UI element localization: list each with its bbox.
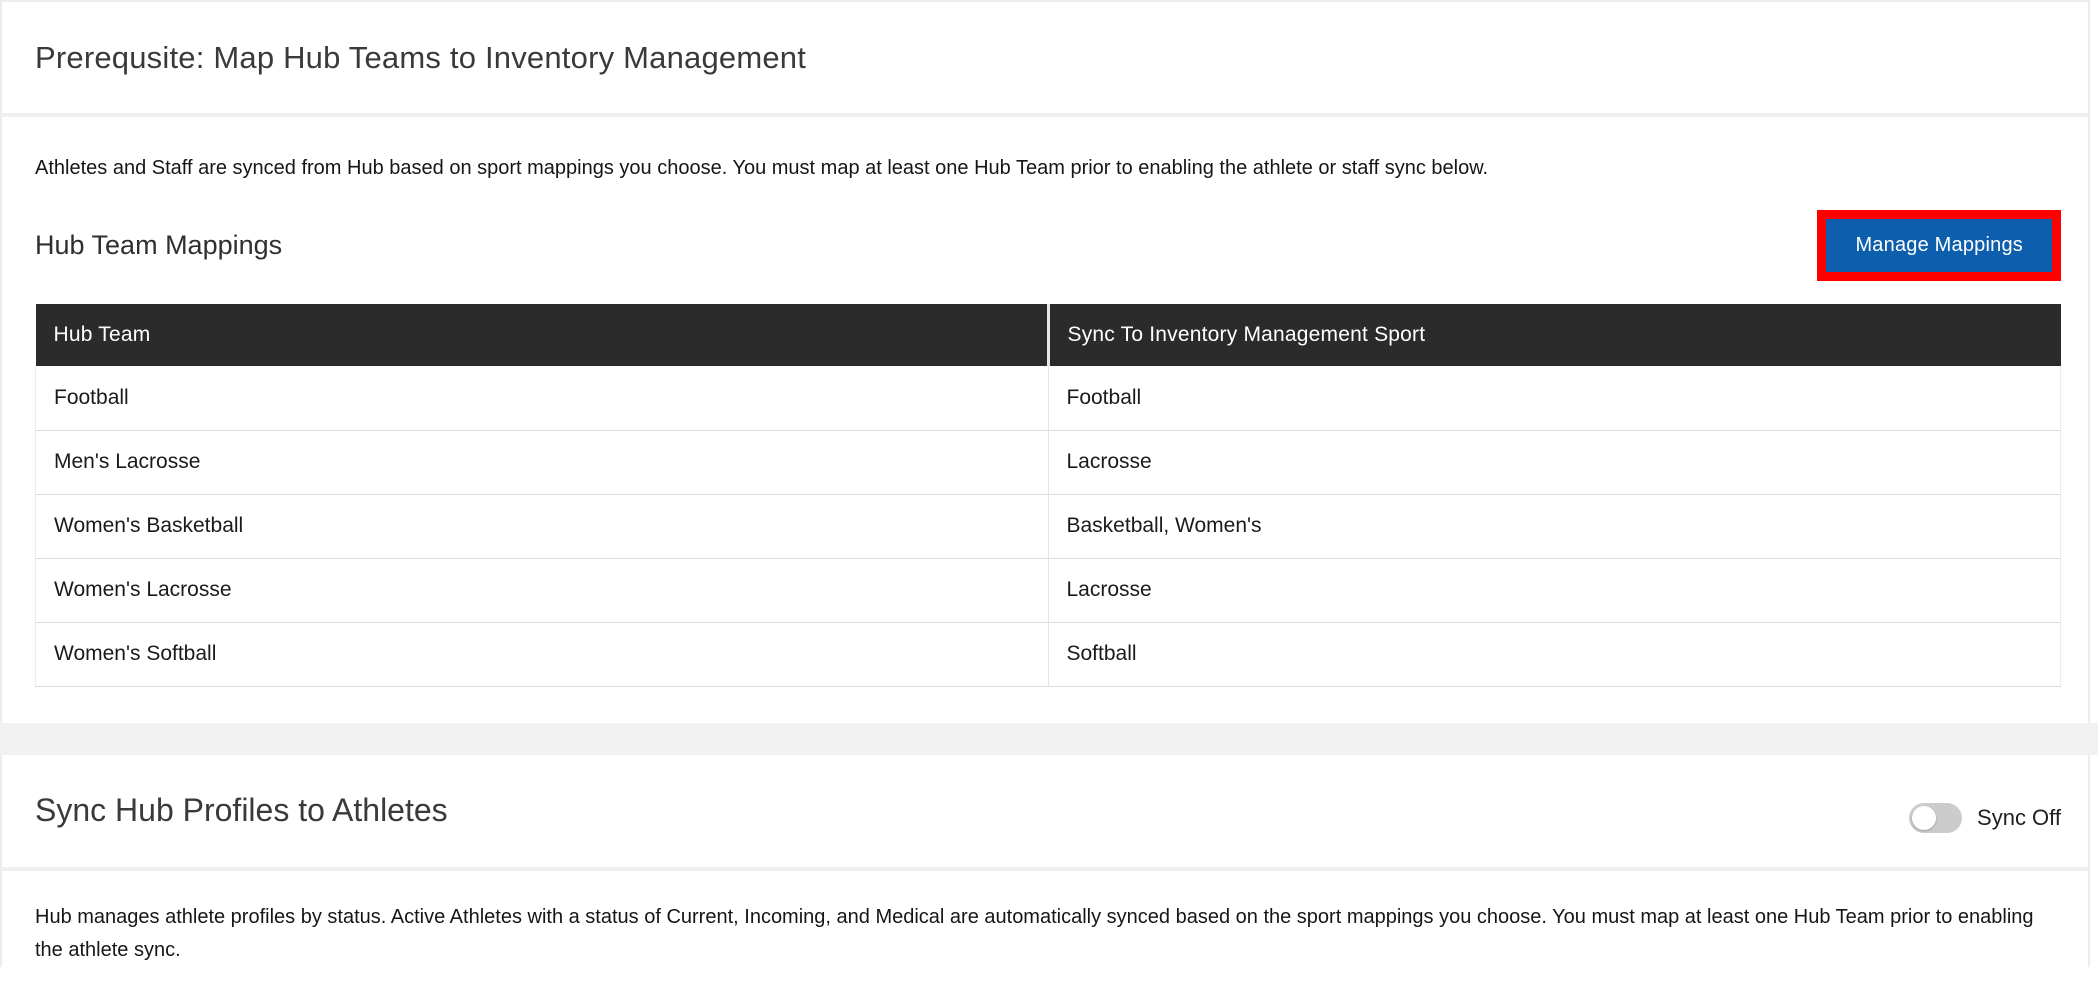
column-header-sync-sport: Sync To Inventory Management Sport xyxy=(1048,304,2061,366)
table-row xyxy=(36,430,2061,494)
table-cell-sport: Football xyxy=(1048,366,2061,430)
prerequisite-card-header xyxy=(2,2,2088,117)
athlete-sync-description: Hub manages athlete profiles by status. Active Athletes with a status of Current, Incoming, and Medical are automatically synced based on the sport mappings you choose. You must map at least one Hub Team prior to enabling the athlete sync. xyxy=(35,905,2034,961)
hub-team-mappings-table xyxy=(35,304,2061,687)
spacer xyxy=(35,687,2061,723)
prerequisite-card-body xyxy=(2,155,2088,723)
sync-toggle-switch[interactable] xyxy=(1909,803,1962,833)
sync-toggle-group xyxy=(1909,803,2061,833)
hub-team-mappings-heading: Hub Team Mappings xyxy=(35,229,283,260)
table-cell-hub-team: Women's Lacrosse xyxy=(36,558,1049,622)
mappings-table-head xyxy=(36,304,2061,366)
athlete-sync-header xyxy=(2,755,2088,871)
mappings-table-body xyxy=(36,366,2061,686)
red-highlight-annotation xyxy=(1817,210,2061,281)
table-cell-hub-team: Women's Softball xyxy=(36,622,1049,686)
toggle-knob-icon xyxy=(1912,806,1936,830)
table-cell-sport: Lacrosse xyxy=(1048,430,2061,494)
sync-toggle-label: Sync Off xyxy=(1977,804,2061,830)
table-row xyxy=(36,622,2061,686)
table-cell-hub-team: Football xyxy=(36,366,1049,430)
athlete-sync-card xyxy=(0,755,2090,967)
table-cell-hub-team: Women's Basketball xyxy=(36,494,1049,558)
mappings-table-header-row xyxy=(36,304,2061,366)
table-row xyxy=(36,558,2061,622)
mappings-heading-row xyxy=(35,208,2061,282)
table-cell-sport: Lacrosse xyxy=(1048,558,2061,622)
table-cell-sport: Basketball, Women's xyxy=(1048,494,2061,558)
table-cell-sport: Softball xyxy=(1048,622,2061,686)
table-row xyxy=(36,366,2061,430)
page-title: Prerequsite: Map Hub Teams to Inventory Management xyxy=(35,39,807,75)
table-cell-hub-team: Men's Lacrosse xyxy=(36,430,1049,494)
table-row xyxy=(36,494,2061,558)
section-separator xyxy=(0,723,2098,755)
athlete-sync-title: Sync Hub Profiles to Athletes xyxy=(35,792,448,828)
column-header-hub-team: Hub Team xyxy=(36,304,1049,366)
manage-mappings-button[interactable]: Manage Mappings xyxy=(1826,219,2052,272)
sync-intro-text: Athletes and Staff are synced from Hub based on sport mappings you choose. You must map at least one Hub Team prior to enabling the athlete or staff sync below. xyxy=(35,157,1489,179)
